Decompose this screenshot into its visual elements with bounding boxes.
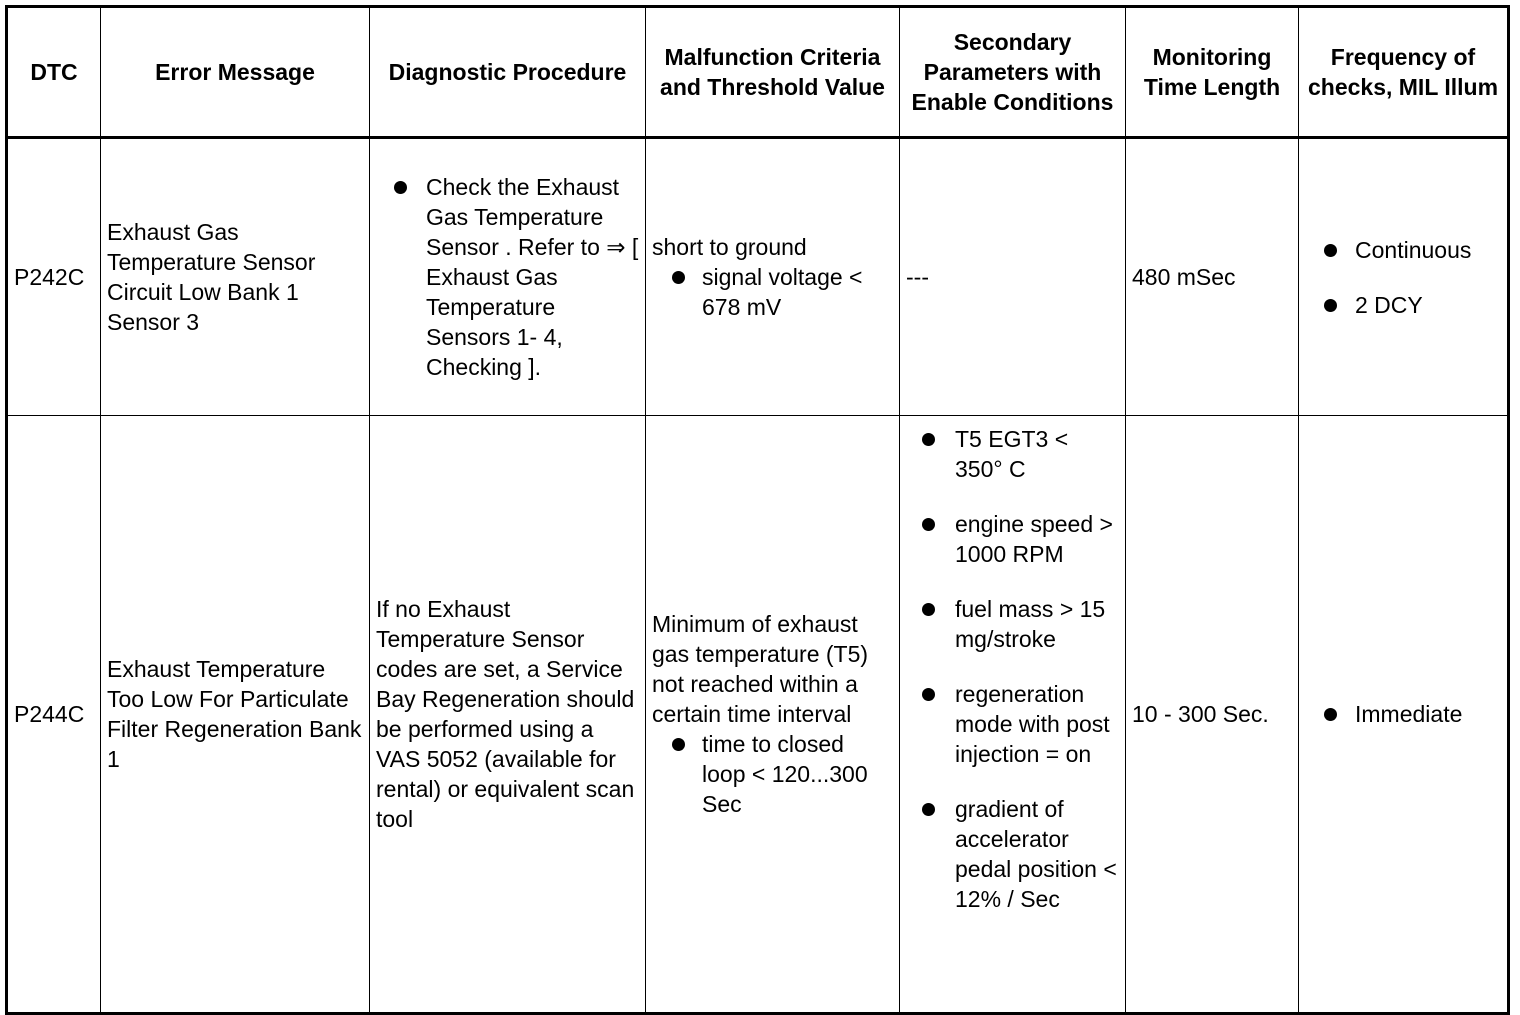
secondary-bullet-text: regeneration mode with post injection = on [955, 681, 1110, 767]
frequency [1299, 138, 1509, 416]
bullet-icon [922, 803, 935, 816]
bullet-icon [672, 738, 685, 751]
list-item [1305, 290, 1501, 320]
bullet-icon [1324, 299, 1337, 312]
header-secondary-parameters: Secondary Parameters with Enable Conditions [900, 7, 1126, 138]
frequency-text: Immediate [1355, 701, 1463, 727]
header-frequency: Frequency of checks, MIL Illum [1299, 7, 1509, 138]
frequency-text: Continuous [1355, 236, 1472, 263]
table-row [7, 416, 1509, 1014]
list-item [652, 262, 893, 322]
bullet-icon [922, 603, 935, 616]
frequency-list [1305, 699, 1501, 729]
secondary-bullet-text: T5 EGT3 < 350° C [955, 426, 1069, 482]
criteria-text: short to ground [652, 234, 807, 260]
secondary-parameters [900, 416, 1126, 1014]
malfunction-criteria [646, 138, 900, 416]
diagnostic-procedure [370, 138, 646, 416]
secondary-parameters: --- [900, 138, 1126, 416]
diagnostic-procedure [370, 416, 646, 1014]
header-malfunction-criteria: Malfunction Criteria and Threshold Value [646, 7, 900, 138]
bullet-icon [672, 271, 685, 284]
table-row [7, 138, 1509, 416]
procedure-list [376, 172, 639, 382]
frequency [1299, 416, 1509, 1014]
dtc-table [5, 5, 1510, 1015]
list-item [906, 594, 1119, 654]
list-item [906, 424, 1119, 484]
list-item [376, 172, 639, 382]
criteria-list [652, 262, 893, 322]
secondary-list [906, 424, 1119, 914]
bullet-icon [922, 688, 935, 701]
header-diagnostic-procedure: Diagnostic Procedure [370, 7, 646, 138]
list-item [906, 679, 1119, 769]
header-monitoring-time: Monitoring Time Length [1126, 7, 1299, 138]
malfunction-criteria [646, 416, 900, 1014]
procedure-text: Check the Exhaust Gas Temperature Sensor . Refer to ⇒ [ Exhaust Gas Temperature Sensors 1- 4, Checking ]. [426, 174, 639, 380]
secondary-bullet-text: fuel mass > 15 mg/stroke [955, 596, 1106, 652]
criteria-text: Minimum of exhaust gas temperature (T5) not reached within a certain time interval [652, 611, 869, 727]
bullet-icon [394, 181, 407, 194]
frequency-text: 2 DCY [1355, 291, 1423, 318]
procedure-text: If no Exhaust Temperature Sensor codes are set, a Service Bay Regeneration should be performed using a VAS 5052 (available for rental) or equivalent scan tool [376, 596, 635, 832]
secondary-bullet-text: gradient of accelerator pedal position < 12% / Sec [955, 796, 1117, 912]
list-item [652, 729, 893, 819]
frequency-list [1305, 235, 1501, 320]
header-row [7, 7, 1509, 138]
bullet-icon [1324, 244, 1337, 257]
secondary-bullet-text: engine speed > 1000 RPM [955, 511, 1113, 567]
list-item [1305, 699, 1501, 729]
header-dtc: DTC [7, 7, 101, 138]
dtc-code: P242C [7, 138, 101, 416]
monitoring-time: 480 mSec [1126, 138, 1299, 416]
error-message: Exhaust Gas Temperature Sensor Circuit Low Bank 1 Sensor 3 [101, 138, 370, 416]
criteria-list [652, 729, 893, 819]
list-item [906, 509, 1119, 569]
bullet-icon [1324, 708, 1337, 721]
header-error-message: Error Message [101, 7, 370, 138]
criteria-bullet-text: signal voltage < 678 mV [702, 264, 863, 320]
list-item [906, 794, 1119, 914]
dtc-code: P244C [7, 416, 101, 1014]
error-message: Exhaust Temperature Too Low For Particulate Filter Regeneration Bank 1 [101, 416, 370, 1014]
criteria-bullet-text: time to closed loop < 120...300 Sec [702, 731, 868, 817]
monitoring-time: 10 - 300 Sec. [1126, 416, 1299, 1014]
list-item [1305, 235, 1501, 265]
bullet-icon [922, 433, 935, 446]
bullet-icon [922, 518, 935, 531]
